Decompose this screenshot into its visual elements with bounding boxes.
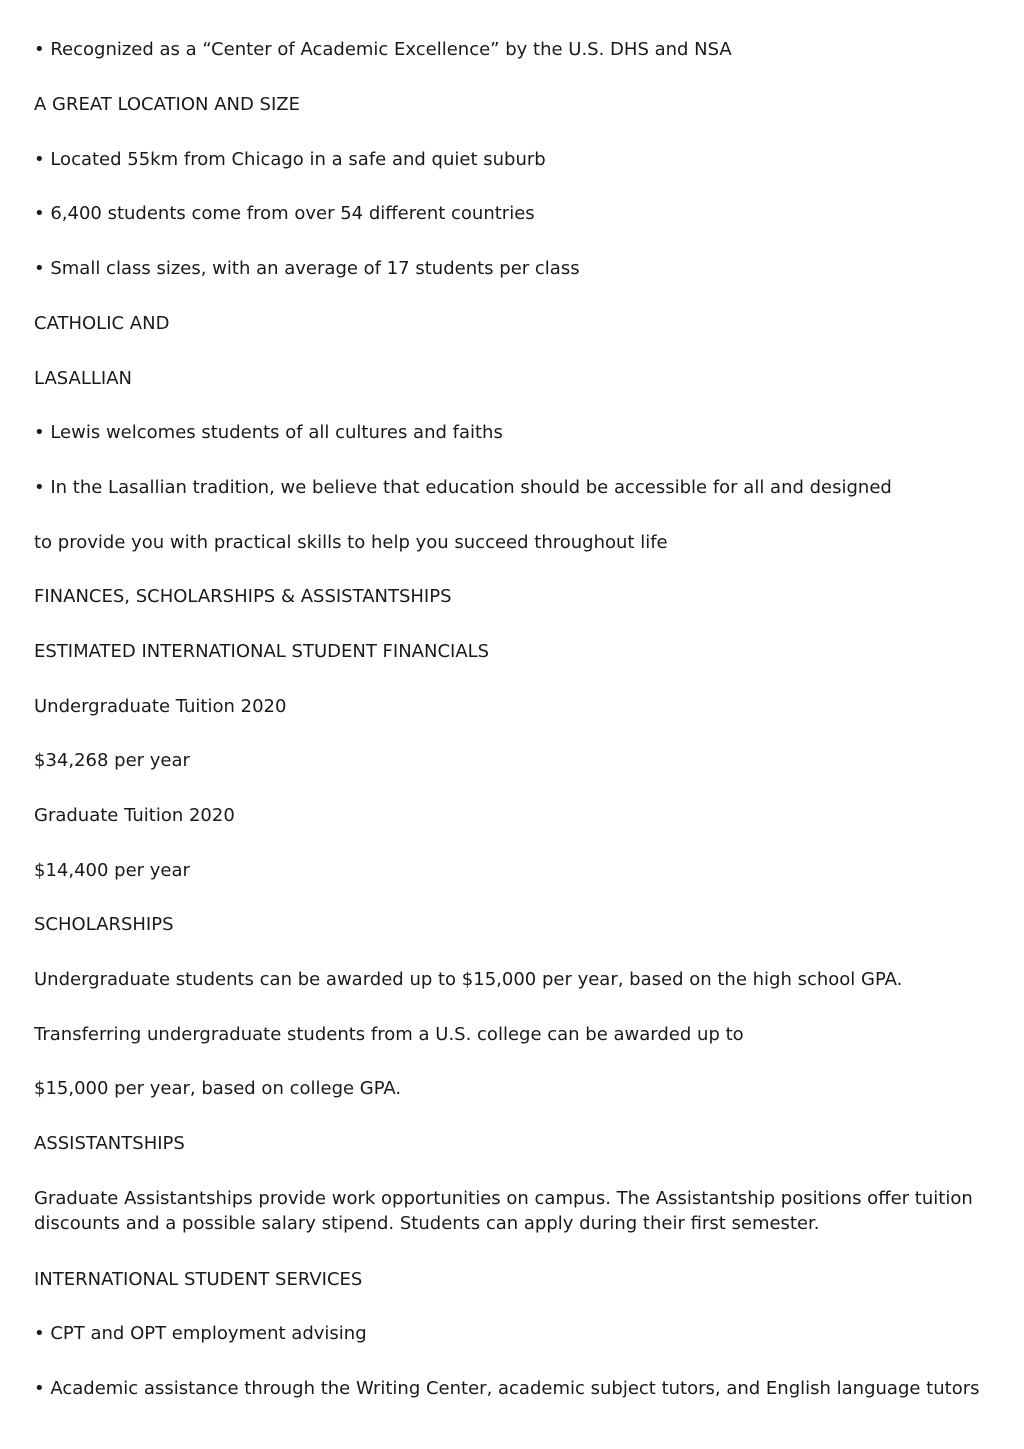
bullet-lasallian-tradition: • In the Lasallian tradition, we believe that education should be accessible for all and designed: [34, 477, 892, 498]
heading-scholarships: SCHOLARSHIPS: [34, 914, 174, 935]
heading-estimated-financials: ESTIMATED INTERNATIONAL STUDENT FINANCIALS: [34, 641, 490, 662]
heading-international-student-services: INTERNATIONAL STUDENT SERVICES: [34, 1269, 363, 1290]
text-transfer-scholarship-continued: $15,000 per year, based on college GPA.: [34, 1078, 402, 1099]
heading-finances-scholarships: FINANCES, SCHOLARSHIPS & ASSISTANTSHIPS: [34, 586, 452, 607]
bullet-center-of-academic-excellence: • Recognized as a “Center of Academic Excellence” by the U.S. DHS and NSA: [34, 39, 732, 60]
label-graduate-tuition: Graduate Tuition 2020: [34, 805, 235, 826]
bullet-cpt-opt-advising: • CPT and OPT employment advising: [34, 1323, 367, 1344]
heading-assistantships: ASSISTANTSHIPS: [34, 1133, 185, 1154]
heading-location-and-size: A GREAT LOCATION AND SIZE: [34, 94, 300, 115]
text-graduate-assistantships: Graduate Assistantships provide work opportunities on campus. The Assistantship positions offer tuition discounts and a possible salary stipend. Students can apply during their first semester.: [34, 1188, 973, 1234]
value-undergraduate-tuition: $34,268 per year: [34, 750, 190, 771]
bullet-location: • Located 55km from Chicago in a safe and quiet suburb: [34, 149, 546, 170]
text-lasallian-tradition-continued: to provide you with practical skills to help you succeed throughout life: [34, 532, 668, 553]
bullet-class-sizes: • Small class sizes, with an average of 17 students per class: [34, 258, 580, 279]
bullet-student-count: • 6,400 students come from over 54 different countries: [34, 203, 535, 224]
bullet-academic-assistance: • Academic assistance through the Writing Center, academic subject tutors, and English language tutors: [34, 1378, 980, 1399]
heading-catholic-and: CATHOLIC AND: [34, 313, 170, 334]
heading-lasallian: LASALLIAN: [34, 368, 132, 389]
label-undergraduate-tuition: Undergraduate Tuition 2020: [34, 696, 287, 717]
value-graduate-tuition: $14,400 per year: [34, 860, 190, 881]
text-transfer-scholarship: Transferring undergraduate students from a U.S. college can be awarded up to: [34, 1024, 744, 1045]
text-undergraduate-scholarship: Undergraduate students can be awarded up to $15,000 per year, based on the high school GPA.: [34, 969, 903, 990]
bullet-cultures-and-faiths: • Lewis welcomes students of all cultures and faiths: [34, 422, 503, 443]
